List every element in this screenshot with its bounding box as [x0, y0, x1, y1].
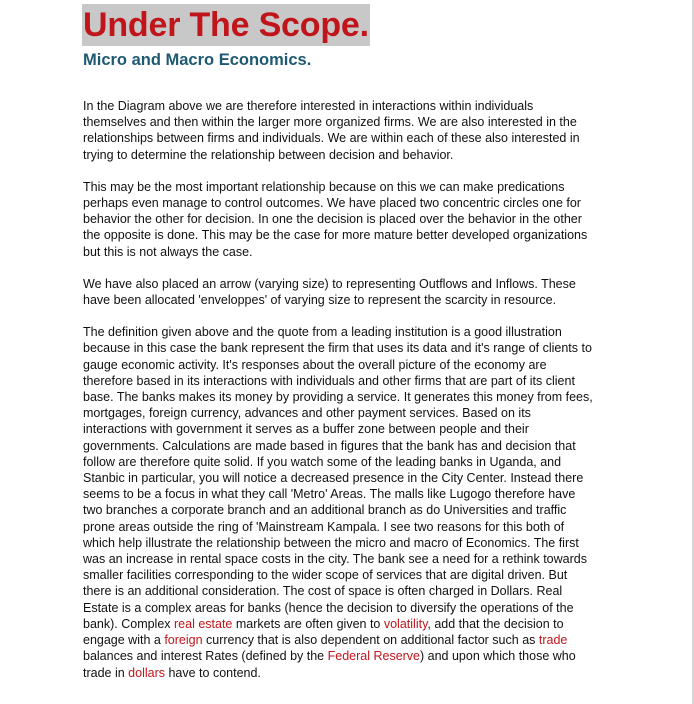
paragraph-line: but this is not always the case. [83, 244, 253, 259]
inline-text: have to contend. [165, 665, 261, 680]
inline-text: balances and interest Rates (defined by the [83, 649, 328, 664]
paragraph-line [83, 616, 604, 632]
inline-link[interactable]: trade [538, 633, 568, 648]
inline-link[interactable]: real estate [174, 616, 233, 631]
inline-text: trade in [83, 665, 129, 680]
inline-text: markets are often given to [232, 616, 384, 631]
paragraph-line: base. The banks makes its money by providing a service. It generates this money from fees, [83, 390, 593, 405]
paragraph-line: seems to be a focus in what they call 'Metro' Areas. The malls like Lugogo therefore have [83, 487, 576, 502]
paragraph-line [83, 648, 604, 664]
inline-link[interactable]: Federal Reserve [327, 649, 421, 664]
paragraph-line: governments. Calculations are made based in figures that the bank has and decision that [83, 438, 576, 453]
paragraph-line: the opposite is done. This may be the case for more mature better developed organizations [83, 228, 588, 243]
paragraph-line: We have also placed an arrow (varying size) to representing Outflows and Inflows. These [83, 276, 576, 291]
page-title: Under The Scope. [83, 6, 369, 44]
paragraph-line: gauge economic activity. It's responses about the overall picture of the economy are [83, 357, 547, 372]
inline-text: ) and upon which those who [420, 649, 576, 664]
inline-link[interactable]: volatility [383, 616, 428, 631]
paragraph-line: two branches a corporate branch and an additional branch as do Universities and traffic [83, 503, 567, 518]
paragraph-line: relationships between firms and individuals. We are within each of these also interested in [83, 131, 580, 146]
paragraph-line: smaller facilities corresponding to the wider scope of services that are digital driven. But [83, 568, 568, 583]
inline-text: , add that the decision to [427, 616, 564, 631]
paragraph-line: behavior the other for decision. In one the decision is placed over the behavior in the other [83, 212, 582, 227]
paragraph-line: The definition given above and the quote from a leading institution is a good illustration [83, 325, 562, 340]
paragraph-line: was an increase in rental space costs in the city. The bank see a need for a rethink towards [83, 552, 587, 567]
paragraph-line: themselves and then within the larger more organized firms. We are also interested in the [83, 115, 577, 130]
paragraph-line: In the Diagram above we are therefore interested in interactions within individuals [83, 99, 534, 113]
paragraph-line: Stanbic in particular, you will notice a decreased presence in the City Center. Instead there [83, 471, 584, 486]
inline-text: engage with a [83, 633, 165, 648]
paragraph-line: Estate is a complex areas for banks (hence the decision to diversify the operations of the [83, 600, 574, 615]
paragraph-line: follow are therefore quite solid. If you watch some of the leading banks in Uganda, and [83, 454, 562, 469]
article [82, 4, 604, 697]
paragraph-2 [83, 179, 604, 260]
paragraph-line: trying to determine the relationship between decision and behavior. [83, 147, 454, 162]
paragraph-line: because in this case the bank represent the firm that uses its data and it's range of clients to [83, 341, 592, 356]
paragraph-line: therefore based in its interactions with individuals and other firms that are part of its client [83, 373, 575, 388]
inline-link[interactable]: foreign [164, 633, 203, 648]
paragraph-line: have been allocated 'enveloppes' of varying size to represent the scarcity in resource. [83, 293, 557, 308]
article-body [82, 98, 604, 681]
paragraph-line: This may be the most important relationship because on this we can make predications [83, 179, 565, 194]
paragraph-line: mortgages, foreign currency, advances and other payment services. Based on its [83, 406, 531, 421]
paragraph-line [83, 632, 604, 648]
paragraph-line: prone areas outside the ring of 'Mainstream Kampala. I see two reasons for this both of [83, 519, 565, 534]
paragraph-4 [83, 324, 604, 680]
paragraph-line: interactions with government it serves as a buffer zone between people and their [83, 422, 529, 437]
paragraph-line: which help illustrate the relationship between the micro and macro of Economics. The first [83, 535, 579, 550]
page-subtitle: Micro and Macro Economics. [83, 51, 312, 69]
paragraph-line: perhaps even manage to control outcomes. We have placed two concentric circles one for [83, 196, 581, 211]
inline-text: currency that is also dependent on additional factor such as [202, 633, 539, 648]
paragraph-line [83, 665, 604, 681]
paragraph-3 [83, 276, 604, 308]
inline-link[interactable]: dollars [128, 665, 165, 680]
paragraph-line: there is an additional consideration. The cost of space is often charged in Dollars. Real [83, 584, 563, 599]
paragraph-1 [83, 98, 604, 163]
inline-text: bank). Complex [83, 616, 175, 631]
